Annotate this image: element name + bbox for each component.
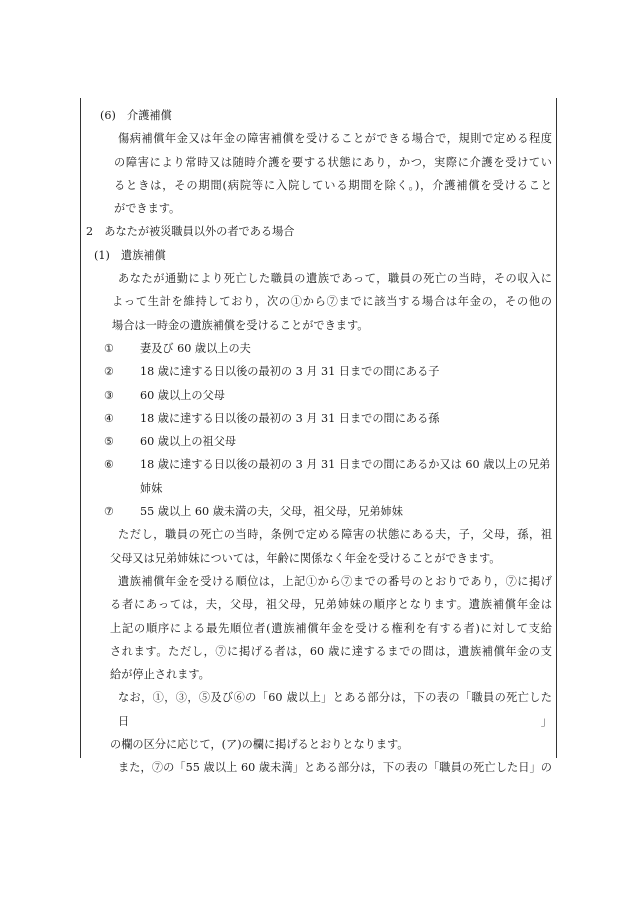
list-item-number: ② — [104, 365, 115, 379]
list-item-text: 18 歳に達する日以後の最初の 3 月 31 日までの間にある孫 — [140, 411, 440, 425]
order-para-line: 上記の順序による最先順位者(遺族補償年金を受ける権利を有する者)に対して支給 — [110, 621, 552, 635]
proviso-para-line: 父母又は兄弟姉妹については，年齢に関係なく年金を受けることができます。 — [110, 551, 501, 565]
list-item-text: 55 歳以上 60 歳未満の夫，父母，祖父母，兄弟姉妹 — [140, 505, 403, 519]
intro-para-line: よって生計を維持しており，次の①から⑦までに該当する場合は年金の，その他の — [112, 295, 552, 309]
order-para-line: されます。ただし，⑦に掲げる者は，60 歳に達するまでの間は，遺族補償年金の支 — [110, 644, 552, 658]
section-6-para-line: ができます。 — [114, 202, 181, 216]
intro-para-line: 場合は一時金の遺族補償を受けることができます。 — [112, 318, 369, 332]
list-item-text: 妻及び 60 歳以上の夫 — [140, 341, 251, 355]
note-para-line: なお，①，③，⑤及び⑥の「60 歳以上」とある部分は，下の表の「職員の死亡した日」 — [118, 691, 552, 728]
note-para-line: の欄の区分に応じて，(ア)の欄に掲げるとおりとなります。 — [110, 738, 409, 752]
list-item-number: ③ — [104, 388, 115, 402]
section-6-heading: (6) 介護補償 — [100, 109, 172, 122]
list-item-number: ⑦ — [104, 505, 115, 519]
list-item-number: ① — [104, 341, 115, 355]
list-item-number: ⑥ — [104, 458, 115, 472]
proviso-para-line: ただし，職員の死亡の当時，条例で定める障害の状態にある夫，子，父母，孫，祖 — [118, 528, 552, 542]
document-body — [86, 104, 552, 780]
list-item — [86, 453, 552, 476]
list-item — [86, 500, 552, 523]
list-item-number: ⑤ — [104, 435, 115, 449]
section-2-heading: 2 あなたが被災職員以外の者である場合 — [86, 225, 295, 239]
also-para-line: また，⑦の「55 歳以上 60 歳未満」とある部分は，下の表の「職員の死亡した日」の — [118, 761, 552, 775]
page-frame-left-border — [80, 98, 81, 758]
section-6-para-line: 傷病補償年金又は年金の障害補償を受けることができる場合で，規則で定める程度 — [118, 132, 552, 146]
list-item-text: 18 歳に達する日以後の最初の 3 月 31 日までの間にある子 — [140, 365, 440, 379]
list-item — [86, 407, 552, 430]
section-6-para-line: るときは，その期間(病院等に入院している期間を除く。)，介護補償を受けること — [114, 178, 552, 192]
list-item-text: 18 歳に達する日以後の最初の 3 月 31 日までの間にあるか又は 60 歳以上の兄弟 — [140, 458, 551, 472]
list-item-text: 60 歳以上の父母 — [140, 388, 225, 402]
intro-para-line: あなたが通勤により死亡した職員の遺族であって，職員の死亡の当時，その収入に — [118, 272, 552, 286]
list-item — [86, 430, 552, 453]
list-item-continuation: 姉妹 — [140, 481, 163, 495]
order-para-line: 給が停止されます。 — [110, 668, 210, 682]
list-item — [86, 384, 552, 407]
list-item — [86, 360, 552, 383]
list-item — [86, 337, 552, 360]
list-item-text: 60 歳以上の祖父母 — [140, 435, 237, 449]
subsection-1-heading: (1) 遺族補償 — [94, 248, 166, 262]
page-frame-right-border — [556, 98, 557, 758]
list-item-number: ④ — [104, 411, 115, 425]
order-para-line: 遺族補償年金を受ける順位は，上記①から⑦までの番号のとおりであり，⑦に掲げ — [118, 574, 552, 588]
order-para-line: る者にあっては，夫，父母，祖父母，兄弟姉妹の順序となります。遺族補償年金は — [110, 598, 552, 612]
section-6-para-line: の障害により常時又は随時介護を要する状態にあり，かつ，実際に介護を受けてい — [114, 155, 552, 169]
